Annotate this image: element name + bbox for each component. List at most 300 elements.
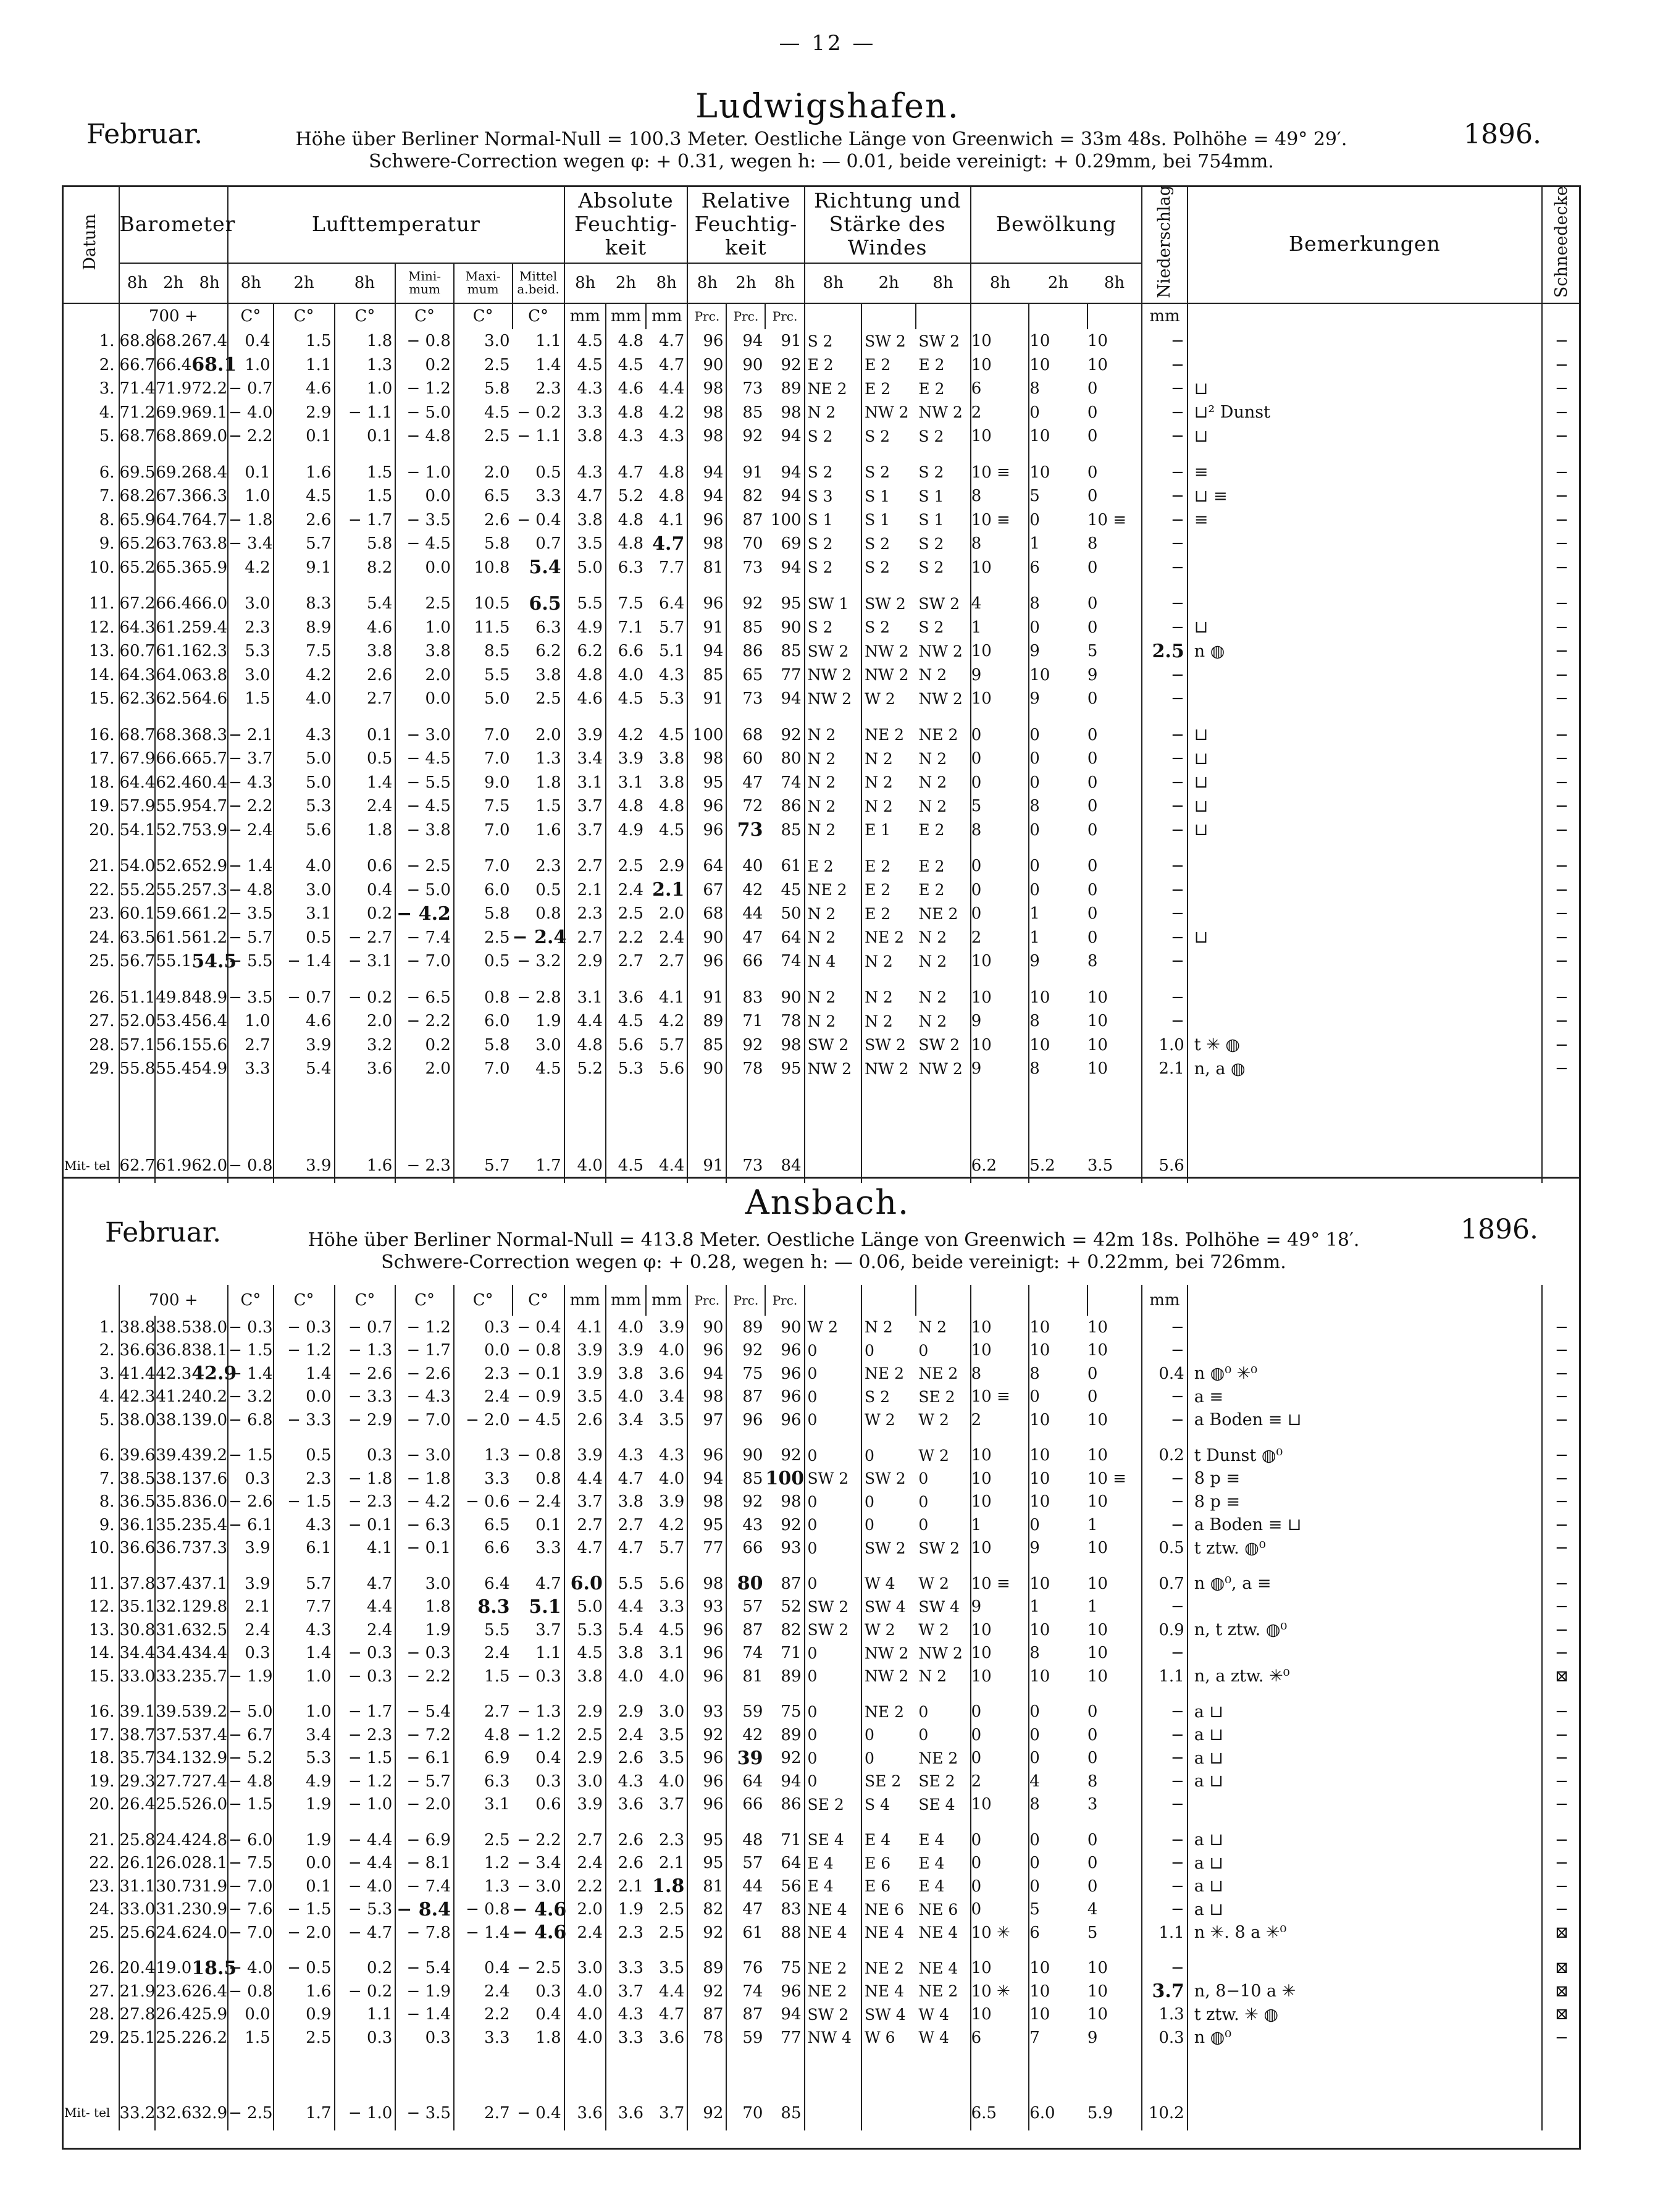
data-cell: 38.5 [155, 1316, 191, 1339]
data-cell: − 1.0 [335, 1793, 396, 1817]
data-cell: − [1142, 1408, 1188, 1432]
data-cell: SE 2 [861, 1770, 916, 1793]
data-cell: 4.3 [274, 1513, 335, 1537]
table-row [62, 794, 1581, 818]
data-cell: 10 ✳ [971, 1923, 1010, 1942]
data-cell: 4.9 [577, 618, 603, 637]
data-cell: 4.8 [606, 400, 646, 424]
data-cell: 0.2 [395, 353, 454, 377]
data-cell: S 4 [861, 1793, 916, 1817]
remark-cell [1188, 1339, 1542, 1363]
data-cell: 39.4 [155, 1444, 191, 1468]
data-cell: − [1142, 1339, 1188, 1363]
data-cell: 73 [726, 818, 765, 842]
data-cell: NE 4 [861, 1980, 916, 2003]
data-cell: 0 [971, 1854, 982, 1873]
data-cell: 0.3 [335, 1444, 396, 1468]
data-cell: 4.0 [274, 854, 335, 878]
data-cell: 25.2 [155, 2026, 191, 2050]
mittel-value: 62.0 [191, 1148, 228, 1183]
data-cell: − 1.2 [395, 377, 454, 401]
data-cell: 0.1 [245, 463, 270, 482]
data-cell: 0.4 [513, 1747, 564, 1770]
data-cell: 32.5 [191, 1618, 228, 1642]
day-cell: 14. [62, 663, 119, 687]
table-row [62, 925, 1581, 949]
data-cell: 0 [1087, 770, 1142, 794]
sub-minimum: Mini- mum [395, 263, 454, 303]
table-row [62, 1793, 1581, 1817]
table-row [62, 1339, 1581, 1363]
data-cell: 3.8 [646, 747, 687, 771]
data-cell: SW 2 [807, 2005, 849, 2024]
sub-8h: 8h [971, 263, 1029, 303]
data-cell: 54.7 [191, 794, 228, 818]
data-cell: 2.3 [513, 377, 564, 401]
day-cell: 9. [62, 1513, 119, 1537]
data-cell: 10 [1087, 1618, 1142, 1642]
remark-cell: ⊔ [1188, 747, 1542, 771]
data-cell: 86 [765, 1793, 804, 1817]
data-cell: 10 [971, 2005, 992, 2024]
data-cell: 5.6 [646, 1057, 687, 1081]
data-cell: 68.7 [119, 427, 156, 446]
data-cell: 4.2 [646, 400, 687, 424]
data-cell: 28.1 [191, 1852, 228, 1875]
data-cell: W 2 [916, 1444, 970, 1468]
table-row [62, 1408, 1581, 1432]
data-cell: 0 [807, 1702, 818, 1721]
data-cell: 64 [765, 925, 804, 949]
data-cell: NE 2 [916, 1362, 970, 1386]
data-cell: − [1142, 1828, 1188, 1852]
remark-cell [1188, 985, 1542, 1009]
data-cell: 1.4 [335, 770, 396, 794]
data-cell: 4.1 [577, 1318, 603, 1337]
data-cell: N 2 [916, 925, 970, 949]
day-cell: 20. [62, 1793, 119, 1817]
data-cell: − 1.4 [274, 949, 335, 974]
table-row [62, 770, 1581, 794]
data-cell: 4.7 [606, 1467, 646, 1491]
data-cell: 0.6 [513, 1793, 564, 1817]
data-cell: NW 4 [807, 2029, 852, 2047]
data-cell: 96 [703, 1667, 724, 1686]
data-cell: 96 [765, 1362, 804, 1386]
data-cell: 36.6 [119, 1341, 156, 1360]
data-cell: SW 2 [861, 592, 916, 616]
data-cell: 4.0 [577, 1982, 603, 2001]
day-cell: 22. [62, 1852, 119, 1875]
data-cell: 1.8 [395, 1596, 454, 1619]
data-cell: 3.3 [454, 2026, 513, 2050]
data-cell: 7.5 [606, 592, 646, 616]
data-cell: 4.3 [577, 379, 603, 398]
table-row [62, 1980, 1581, 2003]
table-row [62, 985, 1581, 1009]
data-cell: − 1.4 [395, 2003, 454, 2027]
data-cell: 0.2 [335, 1957, 396, 1980]
data-cell: NW 2 [916, 639, 970, 663]
day-cell: 23. [62, 1875, 119, 1898]
table-row [62, 854, 1581, 878]
data-cell: 95 [703, 773, 724, 792]
data-cell: 66 [726, 1793, 765, 1817]
data-cell: 4.5 [646, 1618, 687, 1642]
data-cell: 66.4 [155, 353, 191, 377]
data-cell: 97 [703, 1410, 724, 1429]
data-cell: 59 [726, 2026, 765, 2050]
data-cell: NE 2 [807, 881, 847, 899]
data-cell: 9 [971, 665, 982, 684]
data-cell: 2.4 [577, 1854, 603, 1873]
data-cell: 4.8 [606, 532, 646, 556]
day-cell: 12. [62, 615, 119, 639]
data-cell: 7.0 [454, 747, 513, 771]
data-cell: NE 6 [861, 1898, 916, 1922]
table-row [62, 1386, 1581, 1409]
data-cell: 4.7 [513, 1572, 564, 1596]
data-cell: − [1554, 594, 1569, 613]
data-cell: − 1.5 [228, 1795, 273, 1814]
data-cell: 0.4 [513, 2003, 564, 2027]
data-cell: 0.3 [1142, 2026, 1188, 2050]
data-cell: 30.8 [119, 1620, 156, 1639]
data-cell: NE 2 [807, 1959, 847, 1977]
data-cell: 0.0 [395, 484, 454, 508]
data-cell: 10 [1087, 1033, 1142, 1057]
data-cell: − [1142, 902, 1188, 926]
data-cell: E 2 [916, 353, 970, 377]
data-cell: 3.6 [606, 985, 646, 1009]
data-cell: 37.4 [191, 1723, 228, 1747]
data-cell: − [1554, 487, 1569, 506]
data-cell: 5.2 [577, 1059, 603, 1079]
data-cell: 96 [765, 1339, 804, 1363]
data-cell: 0.3 [454, 1316, 513, 1339]
table-row [62, 1513, 1581, 1537]
sub-8h: 8h [228, 263, 274, 303]
data-cell: 4.5 [454, 400, 513, 424]
data-cell: 94 [765, 687, 804, 711]
sub-2h: 2h [1029, 263, 1087, 303]
data-cell: 0 [971, 1877, 982, 1896]
data-cell: 8 [971, 820, 982, 839]
table-row [62, 1665, 1581, 1688]
data-cell: 4.0 [274, 687, 335, 711]
table-row [62, 1747, 1581, 1770]
data-cell: N 2 [861, 794, 916, 818]
data-cell: NW 2 [861, 400, 916, 424]
data-cell: − 4.2 [395, 1491, 454, 1514]
data-cell: − 3.3 [335, 1386, 396, 1409]
day-cell: 20. [62, 818, 119, 842]
data-cell: 86 [726, 639, 765, 663]
data-cell: 92 [703, 1982, 724, 2001]
data-cell: 98 [703, 1574, 724, 1593]
data-cell: 92 [726, 592, 765, 616]
data-cell: NE 2 [861, 723, 916, 747]
table-row [62, 1618, 1581, 1642]
data-cell: − 0.5 [274, 1957, 335, 1980]
data-cell: 4.5 [606, 1009, 646, 1033]
data-cell: − 8.1 [395, 1852, 454, 1875]
data-cell: 2.9 [606, 1701, 646, 1724]
data-cell: 1.0 [395, 615, 454, 639]
data-cell: 0.5 [454, 949, 513, 974]
data-cell: − 4.7 [335, 1921, 396, 1945]
table-row [62, 1852, 1581, 1875]
data-cell: SE 2 [916, 1770, 970, 1793]
data-cell: 65.2 [119, 558, 156, 577]
table-row [62, 687, 1581, 711]
data-cell: 10 [1029, 2003, 1087, 2027]
data-cell: 3.8 [606, 1491, 646, 1514]
data-cell: 1.4 [274, 1362, 335, 1386]
remark-cell: ⊔ [1188, 377, 1542, 401]
data-cell: 6.6 [606, 639, 646, 663]
data-cell: 57.3 [191, 878, 228, 902]
data-cell: 10 [1087, 985, 1142, 1009]
data-cell: − 3.4 [228, 534, 273, 553]
data-cell: 3.9 [577, 725, 603, 744]
data-cell: 9 [1029, 687, 1087, 711]
data-cell: − [1554, 988, 1569, 1007]
data-cell: 1 [1029, 1596, 1087, 1619]
data-cell: 0 [1087, 902, 1142, 926]
mittel-value: 92 [703, 2103, 724, 2122]
data-cell: 2.7 [577, 1515, 603, 1534]
data-cell: 0 [1029, 1386, 1087, 1409]
data-cell: − 4.8 [228, 1772, 273, 1791]
data-cell: − 3.5 [228, 988, 273, 1007]
data-cell: − 4.0 [228, 403, 273, 422]
remark-cell: ≡ [1188, 508, 1542, 532]
data-cell: 67 [703, 880, 724, 899]
data-cell: 44 [726, 1875, 765, 1898]
data-cell: 68.1 [191, 354, 237, 376]
day-cell: 4. [62, 400, 119, 424]
data-cell: 2.7 [245, 1035, 270, 1054]
data-cell: 78 [726, 1057, 765, 1081]
data-cell: 98 [765, 1491, 804, 1514]
table-row [62, 1921, 1581, 1945]
data-cell: 4.8 [646, 460, 687, 484]
data-cell: − [1554, 1539, 1569, 1558]
data-cell: 4.1 [335, 1537, 396, 1560]
data-cell: 8 [1029, 377, 1087, 401]
mittel-value: 4.4 [646, 1148, 687, 1183]
data-cell: − [1142, 854, 1188, 878]
data-cell: 4.3 [646, 1444, 687, 1468]
data-cell: 24.6 [155, 1921, 191, 1945]
data-cell: − [1554, 1749, 1569, 1768]
row-spacer [62, 1432, 1581, 1444]
data-cell: 47 [726, 925, 765, 949]
data-cell: 0 [971, 904, 982, 923]
data-cell: 90 [726, 353, 765, 377]
data-cell: 6.0 [454, 878, 513, 902]
data-cell: N 2 [807, 726, 836, 744]
data-cell: 3.6 [646, 1362, 687, 1386]
data-cell: 1.1 [335, 2003, 396, 2027]
data-cell: 0 [971, 1830, 982, 1849]
data-cell: E 4 [916, 1852, 970, 1875]
data-cell: 60.4 [191, 770, 228, 794]
data-cell: 0 [1087, 925, 1142, 949]
data-cell: SW 2 [807, 642, 849, 660]
data-cell: 5.5 [454, 1618, 513, 1642]
data-cell: 65 [726, 663, 765, 687]
data-cell: 1.1 [274, 353, 335, 377]
data-cell: 2.7 [335, 687, 396, 711]
data-cell: 0 [1087, 687, 1142, 711]
data-cell: ⊠ [1554, 2005, 1569, 2024]
day-cell: 14. [62, 1642, 119, 1665]
data-cell: 41.4 [119, 1364, 156, 1383]
data-cell: 2.4 [606, 1723, 646, 1747]
data-cell: 2.5 [577, 1725, 603, 1744]
data-cell: − 2.7 [335, 925, 396, 949]
data-cell: − [1142, 687, 1188, 711]
data-cell: − 2.6 [395, 1362, 454, 1386]
data-cell: 57 [726, 1596, 765, 1619]
data-cell: 4.3 [646, 424, 687, 448]
table-row [62, 1957, 1581, 1980]
data-cell: 9.0 [454, 770, 513, 794]
data-cell: 21.9 [119, 1982, 156, 2001]
data-cell: 4.5 [577, 355, 603, 374]
data-cell: 0 [807, 1575, 818, 1593]
data-cell: 4.0 [646, 1665, 687, 1688]
data-cell: 61 [726, 1921, 765, 1945]
data-cell: 2.3 [577, 904, 603, 923]
data-cell: 0.5 [274, 1444, 335, 1468]
data-cell: 37.4 [155, 1572, 191, 1596]
data-cell: 2.4 [335, 794, 396, 818]
data-cell: 38.8 [119, 1318, 156, 1337]
data-cell: 0 [971, 880, 982, 899]
sub-8h: 8h [765, 263, 804, 303]
day-cell: 5. [62, 1408, 119, 1432]
data-cell: − [1142, 1009, 1188, 1033]
data-cell: SE 4 [916, 1793, 970, 1817]
data-cell: 10 [1029, 424, 1087, 448]
data-cell: 71.2 [119, 403, 156, 422]
data-cell: − 2.0 [274, 1921, 335, 1945]
data-cell: 88 [765, 1921, 804, 1945]
data-cell: E 6 [861, 1875, 916, 1898]
data-cell: 98 [703, 427, 724, 446]
table-row [62, 615, 1581, 639]
mittel-value: − 0.8 [228, 1156, 273, 1175]
data-cell: 0 [861, 1723, 916, 1747]
data-cell: 39.1 [119, 1702, 156, 1722]
data-cell: 2.6 [606, 1828, 646, 1852]
data-cell: S 1 [861, 508, 916, 532]
data-cell: 26.2 [191, 2026, 228, 2050]
data-cell: 95 [703, 1515, 724, 1534]
day-cell: 11. [62, 1572, 119, 1596]
data-cell: NW 2 [807, 1059, 852, 1078]
data-cell: 2.0 [335, 1009, 396, 1033]
data-cell: 68.7 [119, 725, 156, 744]
data-cell: 3.8 [577, 510, 603, 529]
data-cell: 54.1 [119, 820, 156, 839]
data-cell: 1.8 [335, 818, 396, 842]
remark-cell: ⊔ [1188, 818, 1542, 842]
data-cell: − 3.0 [513, 1875, 564, 1898]
data-cell: N 2 [861, 747, 916, 771]
data-cell: 0.1 [274, 424, 335, 448]
table-row [62, 353, 1581, 377]
data-cell: 100 [692, 725, 724, 744]
data-cell: 0 [1087, 1723, 1142, 1747]
group-wind: Richtung und Stärke des Windes [805, 185, 971, 263]
data-cell: − [1142, 1747, 1188, 1770]
data-cell: − [1554, 558, 1569, 577]
data-cell: 0 [861, 1513, 916, 1537]
data-cell: − 2.2 [513, 1828, 564, 1852]
data-cell: SW 2 [861, 1537, 916, 1560]
table-row [62, 377, 1581, 401]
data-cell: 26.1 [119, 1854, 156, 1873]
data-cell: − [1554, 1877, 1569, 1896]
data-cell: − 1.7 [395, 1339, 454, 1363]
data-cell: − 0.2 [513, 400, 564, 424]
data-cell: 0.5 [513, 878, 564, 902]
weather-table-ludwigshafen [62, 185, 1581, 1183]
mittel-value: 70 [726, 2096, 765, 2130]
data-cell: 2.2 [606, 925, 646, 949]
data-cell: 4.7 [606, 1537, 646, 1560]
data-cell: 2.3 [646, 1828, 687, 1852]
data-cell: 6.0 [570, 1573, 603, 1595]
data-cell: 92 [703, 1725, 724, 1744]
data-cell: E 4 [916, 1875, 970, 1898]
data-cell: 5 [1029, 484, 1087, 508]
data-cell: NW 2 [861, 639, 916, 663]
data-cell: 10 ≡ [971, 1574, 1010, 1593]
data-cell: 0.8 [513, 902, 564, 926]
remark-cell [1188, 663, 1542, 687]
data-cell: 5.4 [513, 555, 564, 579]
data-cell: 4.6 [274, 1009, 335, 1033]
data-cell: 4.3 [646, 663, 687, 687]
data-cell: − 2.5 [395, 854, 454, 878]
day-cell: 27. [62, 1009, 119, 1033]
data-cell: 2.5 [274, 2026, 335, 2050]
data-cell: 33.0 [119, 1667, 156, 1686]
remark-cell: t ztw. ◍⁰ [1188, 1537, 1542, 1560]
data-cell: 35.1 [119, 1597, 156, 1617]
data-cell: 86 [765, 794, 804, 818]
data-cell: N 2 [916, 794, 970, 818]
data-cell: 8 [971, 1364, 982, 1383]
data-cell: 1.9 [606, 1898, 646, 1922]
data-cell: 7.0 [454, 818, 513, 842]
data-cell: 9 [1029, 639, 1087, 663]
data-cell: 9 [1029, 949, 1087, 974]
data-cell: 52 [765, 1596, 804, 1619]
data-cell: 2.5 [454, 424, 513, 448]
data-cell: 3.8 [513, 663, 564, 687]
data-cell: 74 [765, 949, 804, 974]
data-cell: − 7.0 [228, 1923, 273, 1942]
mittel-label: Mit- tel [62, 1148, 119, 1183]
data-cell: 27.4 [191, 1770, 228, 1793]
data-cell: − 2.2 [395, 1665, 454, 1688]
